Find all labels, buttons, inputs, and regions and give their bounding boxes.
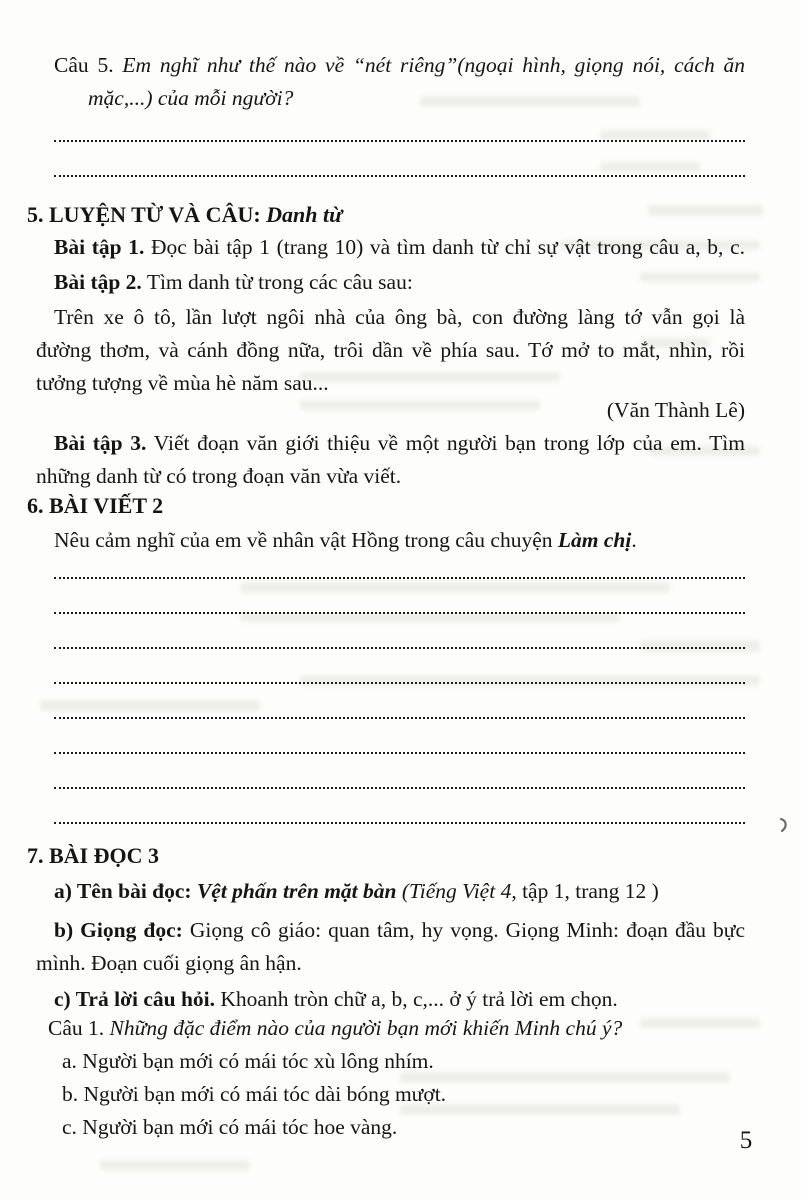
- exercise-2-label: Bài tập 2.: [54, 270, 142, 294]
- section-7-question-1: [36, 1012, 745, 1045]
- item-a-source-rest: , tập 1, trang 12 ): [511, 879, 659, 903]
- exercise-1-text: Đọc bài tập 1 (trang 10) và tìm danh từ chỉ sự vật trong câu a, b, c.: [150, 235, 745, 259]
- page-number: 5: [739, 1127, 753, 1154]
- passage-line-3: tưởng tượng về mùa hè năm sau...: [36, 371, 329, 395]
- exercise-3-line-2: những danh từ có trong đoạn văn vừa viết.: [36, 464, 402, 488]
- exercise-1-label: Bài tập 1.: [54, 235, 145, 259]
- question-1-text: Những đặc điểm nào của người bạn mới khiến Minh chú ý?: [109, 1016, 623, 1040]
- question-5-line-2: mặc,...) của mỗi người?: [88, 86, 294, 110]
- answer-line: [54, 789, 745, 824]
- passage-line-2: đường thơm, và cánh đồng nữa, trôi dần về phía sau. Tớ mở to mắt, nhìn, rồi: [36, 338, 745, 362]
- passage-attribution: (Văn Thành Lê): [606, 398, 745, 422]
- item-b-text: Giọng cô giáo: quan tâm, hy vọng. Giọng Minh: đoạn đầu bực: [189, 918, 745, 942]
- exercise-2: [36, 266, 745, 299]
- question-1-option-b: b. Người bạn mới có mái tóc dài bóng mượt.: [62, 1082, 447, 1106]
- item-a-source-italic: (Tiếng Việt 4: [401, 879, 512, 903]
- question-1-option-a: a. Người bạn mới có mái tóc xù lông nhím.: [62, 1049, 434, 1073]
- question-5-label: Câu 5.: [54, 53, 114, 77]
- bleed-through-smudge: [100, 1160, 250, 1170]
- exercise-1: [36, 231, 745, 264]
- margin-ink-mark: [778, 816, 790, 834]
- answer-line: [54, 115, 745, 142]
- answer-line: [54, 142, 745, 177]
- exercise-3-label: Bài tập 3.: [54, 431, 147, 455]
- question-1-label: Câu 1.: [48, 1016, 105, 1040]
- item-a-label: a) Tên bài đọc:: [54, 879, 192, 903]
- section-6-heading: 6. BÀI VIẾT 2: [27, 493, 164, 518]
- section-6-prompt-text: Nêu cảm nghĩ của em về nhân vật Hồng trong câu chuyện: [54, 528, 553, 552]
- answer-line: [54, 614, 745, 649]
- section-5-heading-main: 5. LUYỆN TỪ VÀ CÂU:: [27, 202, 261, 227]
- section-6-prompt: [36, 524, 745, 557]
- item-c-text: Khoanh tròn chữ a, b, c,... ở ý trả lời em chọn.: [220, 987, 618, 1011]
- question-5-line-1: [36, 49, 745, 82]
- section-7-heading: 7. BÀI ĐỌC 3: [27, 843, 160, 868]
- answer-line: [54, 557, 745, 579]
- section-5-heading: [27, 198, 745, 231]
- section-6-prompt-story-title: Làm chị: [557, 528, 632, 552]
- section-7-item-b-line-2: mình. Đoạn cuối giọng ân hận.: [36, 951, 302, 975]
- section-6-prompt-period: .: [631, 528, 637, 552]
- question-1-option-c: c. Người bạn mới có mái tóc hoe vàng.: [62, 1115, 398, 1139]
- page-content: [27, 0, 746, 1144]
- item-b-label: b) Giọng đọc:: [54, 918, 183, 942]
- exercise-3-line-1: [36, 427, 745, 460]
- item-a-reading-title: Vệt phấn trên mặt bàn: [196, 879, 397, 903]
- answer-line: [54, 579, 745, 614]
- exercise-2-text: Tìm danh từ trong các câu sau:: [146, 270, 413, 294]
- answer-line: [54, 684, 745, 719]
- question-5-text: Em nghĩ như thế nào về “nét riêng”(ngoại hình, giọng nói, cách ăn: [122, 53, 746, 77]
- item-c-label: c) Trả lời câu hỏi.: [54, 987, 216, 1011]
- section-7-item-b-line-1: [36, 914, 745, 947]
- passage-line-1: Trên xe ô tô, lần lượt ngôi nhà của ông bà, con đường làng tớ vẫn gọi là: [54, 305, 745, 329]
- answer-line: [54, 649, 745, 684]
- section-5-heading-topic: Danh từ: [266, 202, 343, 227]
- answer-line: [54, 754, 745, 789]
- section-7-item-a: [36, 875, 745, 908]
- answer-line: [54, 719, 745, 754]
- exercise-3-text: Viết đoạn văn giới thiệu về một người bạn trong lớp của em. Tìm: [153, 431, 745, 455]
